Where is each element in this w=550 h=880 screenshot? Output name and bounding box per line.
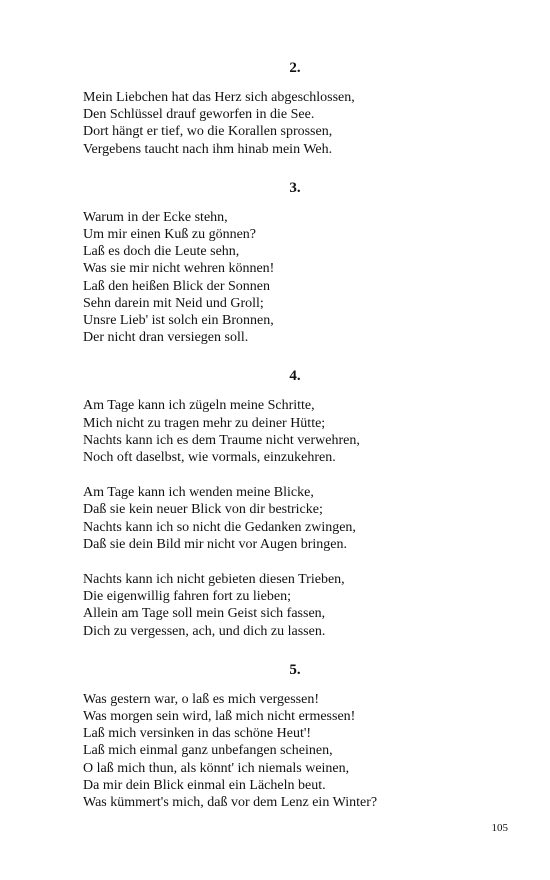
- stanza: [83, 397, 483, 466]
- verse-line: Da mir dein Blick einmal ein Lächeln beut.: [83, 777, 326, 793]
- poem-section: [83, 660, 483, 811]
- verse-line: Was morgen sein wird, laß mich nicht ermessen!: [83, 709, 356, 725]
- verse-line: Laß mich einmal ganz unbefangen scheinen,: [83, 743, 333, 759]
- verse-line: Daß sie dein Bild mir nicht vor Augen bringen.: [83, 536, 348, 552]
- verse-line: Was gestern war, o laß es mich vergessen!: [83, 691, 319, 707]
- poem-section: [83, 178, 483, 347]
- stanza: [83, 209, 483, 347]
- verse-line: Nachts kann ich nicht gebieten diesen Trieben,: [83, 572, 345, 588]
- verse-line: Um mir einen Kuß zu gönnen?: [83, 227, 257, 243]
- verse-line: O laß mich thun, als könnt' ich niemals weinen,: [83, 760, 350, 776]
- verse-line: Der nicht dran versiegen soll.: [83, 330, 249, 346]
- verse-line: Mich nicht zu tragen mehr zu deiner Hütte;: [83, 415, 326, 431]
- verse-line: Den Schlüssel drauf geworfen in die See.: [83, 107, 315, 123]
- verse-line: Vergebens taucht nach ihm hinab mein Weh.: [83, 141, 333, 157]
- verse-line: Laß den heißen Blick der Sonnen: [83, 278, 271, 294]
- verse-line: Am Tage kann ich wenden meine Blicke,: [83, 485, 314, 501]
- verse-line: Warum in der Ecke stehn,: [83, 209, 228, 225]
- verse-line: Unsre Lieb' ist solch ein Bronnen,: [83, 313, 274, 329]
- page-number: 105: [491, 822, 508, 834]
- verse-line: Was kümmert's mich, daß vor dem Lenz ein Winter?: [83, 795, 378, 811]
- stanza: [83, 89, 483, 158]
- stanza: [83, 571, 483, 640]
- verse-line: Allein am Tage soll mein Geist sich fassen,: [83, 606, 326, 622]
- poem-section: [83, 366, 483, 639]
- verse-line: Sehn darein mit Neid und Groll;: [83, 295, 264, 311]
- stanza: [83, 691, 483, 811]
- verse-line: Laß mich versinken in das schöne Heut'!: [83, 726, 312, 742]
- verse-line: Daß sie kein neuer Blick von dir bestricke;: [83, 502, 323, 518]
- poem-content: [83, 58, 483, 831]
- verse-line: Nachts kann ich es dem Traume nicht verwehren,: [83, 432, 360, 448]
- verse-line: Die eigenwillig fahren fort zu lieben;: [83, 589, 291, 605]
- section-number: 2.: [289, 60, 301, 76]
- verse-line: Dich zu vergessen, ach, und dich zu lassen.: [83, 623, 326, 639]
- poem-section: [83, 58, 483, 158]
- verse-line: Mein Liebchen hat das Herz sich abgeschlossen,: [83, 90, 355, 105]
- stanza: [83, 484, 483, 553]
- section-number: 5.: [289, 661, 301, 678]
- section-number: 4.: [289, 368, 301, 385]
- verse-line: Laß es doch die Leute sehn,: [83, 244, 240, 260]
- verse-line: Dort hängt er tief, wo die Korallen sprossen,: [83, 124, 333, 140]
- verse-line: Am Tage kann ich zügeln meine Schritte,: [83, 398, 315, 414]
- verse-line: Nachts kann ich so nicht die Gedanken zwingen,: [83, 519, 356, 535]
- verse-line: Was sie mir nicht wehren können!: [83, 261, 275, 277]
- verse-line: Noch oft daselbst, wie vormals, einzukehren.: [83, 450, 336, 466]
- section-number: 3.: [289, 179, 301, 196]
